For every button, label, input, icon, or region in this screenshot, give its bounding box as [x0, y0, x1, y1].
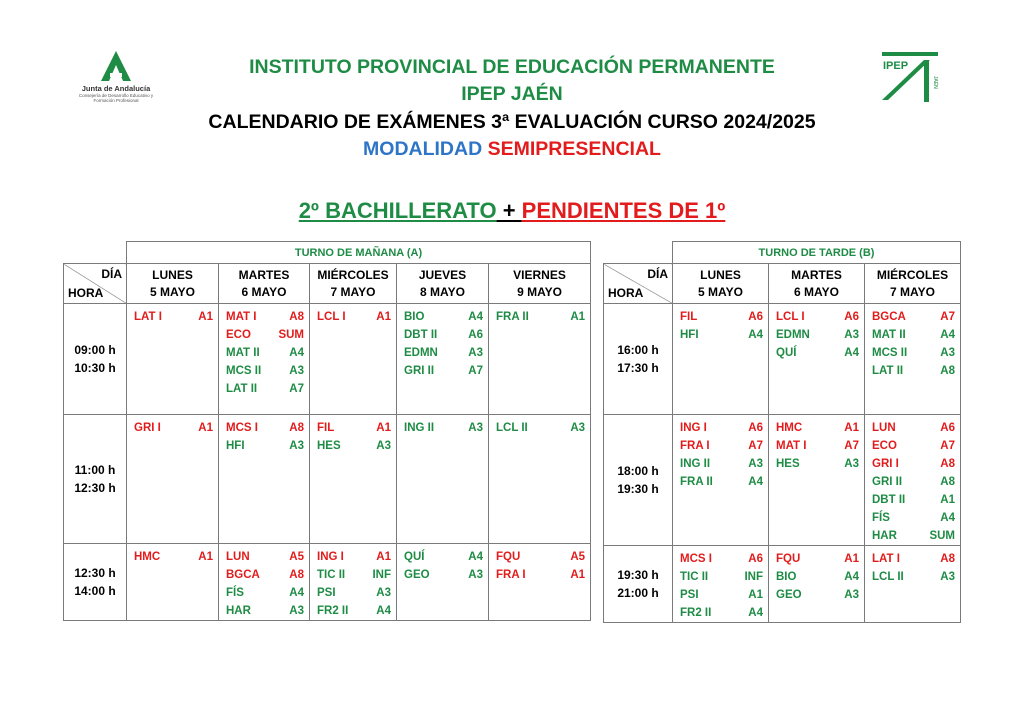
exam-room: A4 [289, 347, 304, 359]
exam-room: A7 [289, 383, 304, 395]
exam-subject: HMC [776, 422, 803, 434]
exam-entry [496, 566, 585, 584]
exam-room: A8 [940, 365, 955, 377]
course-subtitle [0, 198, 1024, 224]
exam-entry [680, 586, 763, 604]
exam-subject: ECO [226, 329, 251, 341]
exam-room: INF [744, 571, 763, 583]
exam-cell [489, 415, 591, 544]
exam-cell [310, 544, 397, 621]
exam-room: A1 [198, 422, 213, 434]
exam-room: A6 [748, 553, 763, 565]
time-slot-row [64, 544, 591, 621]
time-slot-row [604, 546, 961, 623]
exam-entry [872, 344, 955, 362]
exam-entry [680, 604, 763, 622]
exam-room: A1 [844, 422, 859, 434]
exam-room: A4 [748, 329, 763, 341]
time-start: 09:00 h [74, 343, 116, 357]
exam-room: A8 [289, 311, 304, 323]
exam-cell [489, 544, 591, 621]
day-date: 5 MAYO [698, 284, 743, 299]
exam-entry [872, 437, 955, 455]
exam-subject: ING II [680, 458, 711, 470]
exam-room: A3 [468, 569, 483, 581]
exam-entry [226, 308, 304, 326]
exam-room: A5 [289, 551, 304, 563]
exam-cell [127, 415, 219, 544]
exam-cell [219, 544, 310, 621]
exam-cell [310, 415, 397, 544]
day-name: LUNES [700, 267, 741, 282]
exam-room: A3 [376, 440, 391, 452]
exam-subject: FRA II [496, 311, 529, 323]
exam-subject: GEO [404, 569, 430, 581]
turno-title: TURNO DE MAÑANA (A) [127, 242, 591, 264]
exam-subject: LCL II [872, 571, 904, 583]
exam-subject: PSI [317, 587, 336, 599]
exam-room: A4 [468, 551, 483, 563]
exam-room: A7 [940, 311, 955, 323]
corner-blank [64, 242, 127, 264]
exam-entry [404, 326, 483, 344]
exam-room: A8 [940, 476, 955, 488]
exam-subject: HES [317, 440, 341, 452]
exam-entry [872, 527, 955, 545]
exam-room: A1 [376, 551, 391, 563]
pending-name: PENDIENTES DE 1º [521, 198, 726, 223]
exam-room: A1 [844, 553, 859, 565]
ipep-text: IPEP [883, 60, 909, 72]
exam-subject: FRA I [680, 440, 710, 452]
exam-subject: HAR [226, 605, 251, 617]
day-header [865, 264, 961, 304]
exam-entry [226, 380, 304, 398]
exam-room: A7 [940, 440, 955, 452]
exam-subject: TIC II [680, 571, 709, 583]
exam-subject: MAT I [776, 440, 807, 452]
exam-subject: GRI II [404, 365, 435, 377]
exam-entry [680, 455, 763, 473]
day-name: MIÉRCOLES [876, 267, 949, 282]
institute-short-name: IPEP JAÉN [461, 83, 563, 105]
exam-subject: LCL I [317, 311, 346, 323]
exam-entry [680, 473, 763, 491]
modality-value: SEMIPRESENCIAL [487, 138, 661, 160]
hora-label: HORA [68, 286, 104, 300]
turno-title: TURNO DE TARDE (B) [673, 242, 961, 264]
exam-room: A3 [289, 440, 304, 452]
exam-subject: HFI [680, 329, 699, 341]
exam-entry [404, 419, 483, 437]
exam-entry [226, 362, 304, 380]
exam-entry [872, 550, 955, 568]
ipep-vertical-text: JAÉN [932, 76, 938, 89]
exam-entry [680, 568, 763, 586]
day-header [673, 264, 769, 304]
time-end: 21:00 h [617, 586, 659, 600]
exam-entry [404, 308, 483, 326]
exam-entry [872, 509, 955, 527]
morning-schedule-table [63, 241, 591, 621]
exam-entry [496, 419, 585, 437]
exam-room: A3 [748, 458, 763, 470]
exam-room: A6 [748, 311, 763, 323]
exam-entry [226, 548, 304, 566]
exam-subject: EDMN [404, 347, 438, 359]
exam-subject: HMC [134, 551, 161, 563]
exam-cell [127, 544, 219, 621]
exam-cell [769, 304, 865, 415]
time-slot-row [64, 415, 591, 544]
exam-subject: PSI [680, 589, 699, 601]
junta-name: Junta de Andalucía [81, 84, 151, 93]
exam-cell [673, 304, 769, 415]
time-start: 18:00 h [617, 464, 659, 478]
exam-room: A4 [748, 476, 763, 488]
exam-subject: HFI [226, 440, 245, 452]
exam-subject: MCS I [680, 553, 712, 565]
exam-cell [397, 415, 489, 544]
exam-cell [673, 415, 769, 546]
exam-entry [680, 437, 763, 455]
day-name: JUEVES [418, 267, 467, 282]
modality-line [0, 136, 1024, 163]
exam-room: A4 [289, 587, 304, 599]
exam-cell [127, 304, 219, 415]
exam-entry [404, 344, 483, 362]
time-start: 12:30 h [74, 566, 116, 580]
time-end: 10:30 h [74, 361, 116, 375]
exam-entry [317, 308, 391, 326]
exam-entry [134, 548, 213, 566]
exam-room: A8 [289, 569, 304, 581]
exam-cell [769, 415, 865, 546]
exam-room: A4 [748, 607, 763, 619]
exam-cell [865, 546, 961, 623]
exam-subject: DBT II [872, 494, 906, 506]
exam-subject: HAR [872, 530, 897, 542]
day-date: 6 MAYO [241, 284, 287, 299]
exam-room: A1 [570, 311, 586, 323]
exam-entry [317, 548, 391, 566]
hora-label: HORA [608, 286, 644, 300]
day-name: MIÉRCOLES [317, 267, 389, 282]
exam-subject: BGCA [226, 569, 260, 581]
exam-entry [317, 566, 391, 584]
exam-subject: LCL I [776, 311, 805, 323]
corner-blank [604, 242, 673, 264]
exam-entry [496, 308, 585, 326]
exam-entry [776, 344, 859, 362]
exam-subject: QUÍ [776, 347, 797, 359]
exam-subject: BGCA [872, 311, 906, 323]
exam-subject: LUN [872, 422, 896, 434]
day-name: MARTES [238, 267, 290, 282]
exam-subject: EDMN [776, 329, 810, 341]
exam-entry [776, 550, 859, 568]
time-slot-row [604, 304, 961, 415]
exam-room: A4 [376, 605, 391, 617]
exam-entry [872, 491, 955, 509]
exam-subject: HES [776, 458, 800, 470]
exam-room: A5 [570, 551, 586, 563]
exam-subject: MAT II [226, 347, 260, 359]
exam-cell [489, 304, 591, 415]
exam-cell [673, 546, 769, 623]
exam-room: A3 [468, 347, 483, 359]
exam-subject: FÍS [226, 587, 244, 599]
exam-cell [397, 544, 489, 621]
exam-room: A6 [844, 311, 859, 323]
exam-entry [776, 308, 859, 326]
day-date: 9 MAYO [517, 284, 562, 299]
exam-room: A4 [940, 512, 955, 524]
exam-room: A4 [940, 329, 955, 341]
exam-room: A7 [468, 365, 483, 377]
exam-room: A3 [376, 587, 391, 599]
time-end: 12:30 h [74, 481, 116, 495]
time-start: 11:00 h [74, 463, 116, 477]
exam-entry [776, 326, 859, 344]
exam-entry [872, 326, 955, 344]
exam-subject: FIL [680, 311, 698, 323]
exam-room: A6 [940, 422, 955, 434]
dia-label: DÍA [647, 267, 668, 281]
exam-entry [680, 550, 763, 568]
exam-subject: FQU [496, 551, 521, 563]
day-date: 8 MAYO [420, 284, 465, 299]
exam-entry [226, 326, 304, 344]
exam-subject: FRA II [680, 476, 713, 488]
time-slot [604, 415, 673, 546]
exam-entry [317, 602, 391, 620]
course-name: 2º BACHILLERATO [298, 198, 497, 223]
time-end: 14:00 h [74, 584, 116, 598]
dia-label: DÍA [101, 267, 122, 281]
calendar-title: CALENDARIO DE EXÁMENES 3ª EVALUACIÓN CURSO 2024/2025 [208, 111, 816, 133]
exam-room: A3 [289, 365, 304, 377]
time-start: 16:00 h [617, 343, 659, 357]
exam-subject: DBT II [404, 329, 438, 341]
exam-entry [776, 419, 859, 437]
course-plus: + [496, 198, 522, 223]
dia-hora-header [64, 264, 127, 304]
day-date: 7 MAYO [330, 284, 376, 299]
exam-subject: GEO [776, 589, 802, 601]
day-header [219, 264, 310, 304]
exam-entry [872, 455, 955, 473]
exam-subject: LCL II [496, 422, 528, 434]
exam-subject: GRI I [134, 422, 161, 434]
exam-subject: LAT II [226, 383, 258, 395]
document-header [0, 54, 1024, 163]
exam-subject: MAT I [226, 311, 257, 323]
exam-subject: LAT I [134, 311, 162, 323]
exam-subject: MCS II [872, 347, 908, 359]
exam-room: A8 [289, 422, 304, 434]
exam-cell [865, 304, 961, 415]
exam-room: A1 [748, 589, 763, 601]
exam-subject: GRI II [872, 476, 903, 488]
exam-entry [680, 308, 763, 326]
exam-entry [317, 584, 391, 602]
day-date: 5 MAYO [150, 284, 195, 299]
exam-entry [404, 566, 483, 584]
exam-entry [776, 437, 859, 455]
exam-subject: FIL [317, 422, 335, 434]
exam-room: A1 [940, 494, 955, 506]
time-slot [64, 415, 127, 544]
time-slot [64, 544, 127, 621]
exam-subject: MCS II [226, 365, 262, 377]
exam-room: A3 [940, 347, 955, 359]
exam-cell [219, 415, 310, 544]
day-name: MARTES [791, 267, 842, 282]
time-slot [64, 304, 127, 415]
exam-subject: LAT II [872, 365, 904, 377]
day-date: 6 MAYO [794, 284, 839, 299]
exam-room: A1 [570, 569, 586, 581]
exam-subject: ECO [872, 440, 897, 452]
exam-subject: FR2 II [680, 607, 712, 619]
modality-label: MODALIDAD [363, 138, 483, 160]
day-header [310, 264, 397, 304]
exam-entry [872, 308, 955, 326]
exam-room: A8 [940, 553, 955, 565]
exam-subject: BIO [404, 311, 425, 323]
exam-entry [226, 344, 304, 362]
exam-subject: ING II [404, 422, 435, 434]
time-start: 19:30 h [617, 568, 659, 582]
exam-entry [404, 362, 483, 380]
exam-subject: FÍS [872, 512, 890, 524]
exam-room: A3 [940, 571, 955, 583]
exam-room: A7 [748, 440, 763, 452]
exam-entry [134, 308, 213, 326]
dia-hora-header [604, 264, 673, 304]
exam-cell [397, 304, 489, 415]
exam-subject: FQU [776, 553, 801, 565]
exam-entry [872, 568, 955, 586]
exam-entry [776, 568, 859, 586]
time-end: 19:30 h [617, 482, 659, 496]
exam-subject: FR2 II [317, 605, 349, 617]
time-slot [604, 546, 673, 623]
exam-entry [226, 437, 304, 455]
exam-room: A3 [289, 605, 304, 617]
exam-entry [226, 419, 304, 437]
exam-entry [776, 455, 859, 473]
consejeria-name: Consejería de Desarrollo Educativo y Formación Profesional [78, 93, 154, 103]
exam-room: A4 [468, 311, 483, 323]
exam-entry [872, 473, 955, 491]
day-header [769, 264, 865, 304]
exam-subject: BIO [776, 571, 797, 583]
exam-room: A8 [940, 458, 955, 470]
day-date: 7 MAYO [890, 284, 935, 299]
time-slot [604, 304, 673, 415]
exam-entry [680, 326, 763, 344]
exam-room: SUM [929, 530, 955, 542]
exam-room: A4 [844, 347, 859, 359]
exam-room: A4 [844, 571, 859, 583]
exam-room: A1 [376, 311, 391, 323]
exam-room: A1 [376, 422, 391, 434]
exam-cell [310, 304, 397, 415]
exam-room: A3 [844, 589, 859, 601]
exam-room: SUM [278, 329, 304, 341]
exam-room: A3 [570, 422, 586, 434]
exam-entry [226, 602, 304, 620]
exam-entry [872, 419, 955, 437]
exam-cell [219, 304, 310, 415]
exam-room: A3 [844, 458, 859, 470]
exam-subject: ING I [317, 551, 344, 563]
exam-room: A6 [468, 329, 483, 341]
afternoon-schedule-table [603, 241, 961, 623]
exam-entry [496, 548, 585, 566]
day-header [127, 264, 219, 304]
exam-subject: MCS I [226, 422, 258, 434]
exam-room: A3 [468, 422, 483, 434]
exam-entry [226, 584, 304, 602]
time-slot-row [64, 304, 591, 415]
day-header [397, 264, 489, 304]
exam-room: A1 [198, 311, 213, 323]
exam-room: A7 [844, 440, 859, 452]
exam-subject: GRI I [872, 458, 899, 470]
exam-room: A3 [844, 329, 859, 341]
time-slot-row [604, 415, 961, 546]
exam-entry [226, 566, 304, 584]
exam-entry [872, 362, 955, 380]
exam-subject: FRA I [496, 569, 526, 581]
exam-room: A6 [748, 422, 763, 434]
exam-entry [317, 419, 391, 437]
exam-entry [134, 419, 213, 437]
exam-cell [769, 546, 865, 623]
exam-subject: ING I [680, 422, 707, 434]
day-name: LUNES [152, 267, 193, 282]
day-header [489, 264, 591, 304]
exam-entry [317, 437, 391, 455]
exam-subject: MAT II [872, 329, 906, 341]
time-end: 17:30 h [617, 361, 659, 375]
exam-entry [776, 586, 859, 604]
exam-room: A1 [198, 551, 213, 563]
day-name: VIERNES [513, 267, 566, 282]
exam-subject: LUN [226, 551, 250, 563]
exam-room: INF [372, 569, 391, 581]
exam-entry [680, 419, 763, 437]
exam-subject: LAT I [872, 553, 900, 565]
institute-name: INSTITUTO PROVINCIAL DE EDUCACIÓN PERMANENTE [249, 56, 775, 78]
exam-entry [404, 548, 483, 566]
exam-cell [865, 415, 961, 546]
exam-subject: TIC II [317, 569, 346, 581]
exam-subject: QUÍ [404, 551, 425, 563]
